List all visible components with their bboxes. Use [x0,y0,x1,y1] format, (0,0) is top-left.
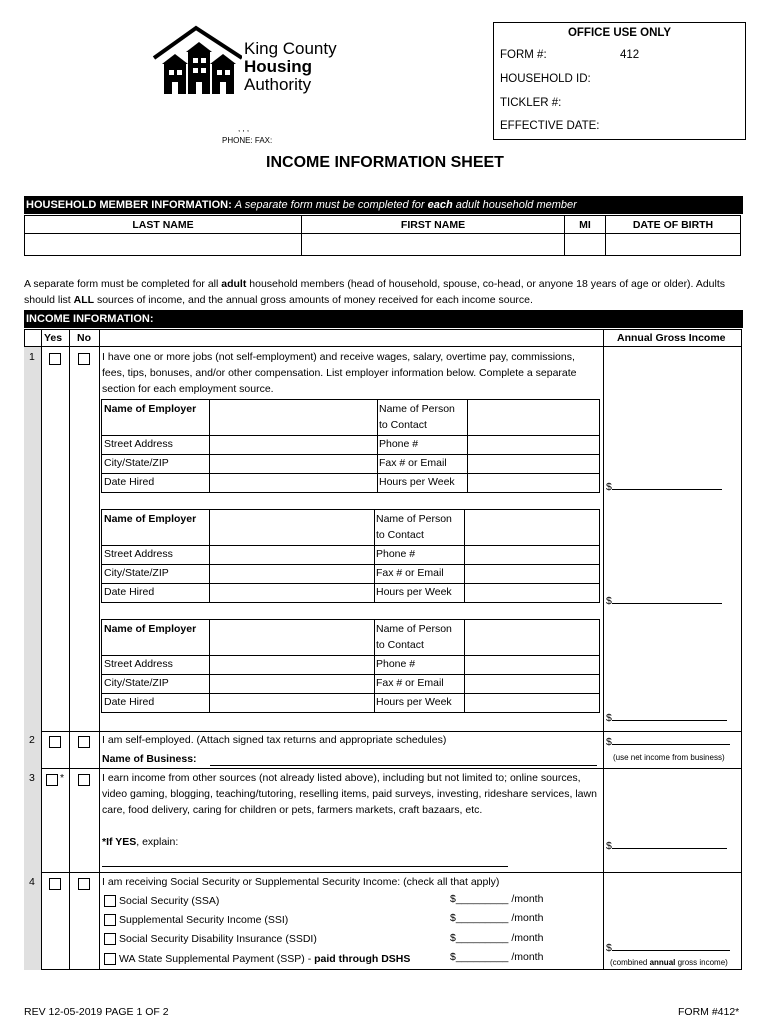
ssdi-label: Social Security Disability Insurance (SSDI) [119,933,317,945]
no-header: No [77,332,91,344]
last-name-field[interactable] [25,234,302,256]
dob-field[interactable] [606,234,741,256]
q2-amount[interactable]: $ [606,736,730,748]
q4-no-checkbox[interactable] [78,878,90,890]
office-effective-date: EFFECTIVE DATE: [500,120,600,132]
q1-number: 1 [29,351,35,363]
page-title: INCOME INFORMATION SHEET [266,154,504,171]
q4-note: (combined annual gross income) [610,958,728,967]
intro-paragraph: A separate form must be completed for all adult household members (head of household, spouse, co-head, or anyone 18 years of age or older). Adults should list ALL sources of income, and the annual gross amounts of money received for each income source. [24,278,725,306]
ssi-month[interactable]: $_________ /month [450,912,544,924]
ssa-label: Social Security (SSA) [119,895,220,907]
q2-no-checkbox[interactable] [78,736,90,748]
q3-star: * [60,772,65,784]
logo-line3: Authority [244,75,312,94]
contact-phone-fax: PHONE: FAX: [222,136,273,145]
annual-header: Annual Gross Income [617,332,726,344]
q1-amount-3[interactable]: $ [606,712,727,724]
col-mi: MI [565,216,606,234]
household-header: HOUSEHOLD MEMBER INFORMATION: A separate form must be completed for each adult household member [24,196,743,214]
employer-block-2: Name of Employer Street Address City/State/ZIP Date Hired Name of Person to Contact Phone # Fax # or Email Hours per Week [101,509,600,603]
employer-block-3: Name of Employer Street Address City/State/ZIP Date Hired Name of Person to Contact Phone # Fax # or Email Hours per Week [101,619,600,713]
first-name-field[interactable] [302,234,565,256]
q1-amount-1[interactable]: $ [606,481,722,493]
business-name-line[interactable] [210,765,597,766]
ssa-checkbox[interactable] [104,895,116,907]
footer-form-number: FORM #412* [678,1006,740,1018]
q1-no-checkbox[interactable] [78,353,90,365]
logo [150,24,350,98]
ssp-label: WA State Supplemental Payment (SSP) - paid through DSHS [119,953,411,965]
employer-block-1: Name of Employer Street Address City/State/ZIP Date Hired Name of Person to Contact Phone # Fax # or Email Hours per Week [101,399,600,493]
q4-yes-checkbox[interactable] [49,878,61,890]
ssa-month[interactable]: $_________ /month [450,893,544,905]
footer-revision: REV 12-05-2019 PAGE 1 OF 2 [24,1006,169,1018]
office-use-box [493,22,746,140]
ssi-checkbox[interactable] [104,914,116,926]
income-header: INCOME INFORMATION: [24,310,743,328]
office-household-id: HOUSEHOLD ID: [500,73,591,85]
office-form-value: 412 [620,49,640,61]
q2-business-label: Name of Business: [102,753,197,765]
yes-header: Yes [44,332,63,344]
ssi-label: Supplemental Security Income (SSI) [119,914,289,926]
q2-text: I am self-employed. (Attach signed tax returns and appropriate schedules) [102,734,447,746]
mi-field[interactable] [565,234,606,256]
q2-note: (use net income from business) [613,753,725,762]
q3-yes-checkbox[interactable] [46,774,58,786]
ssp-checkbox[interactable] [104,953,116,965]
ssp-month[interactable]: $_________ /month [450,951,544,963]
ssdi-month[interactable]: $_________ /month [450,932,544,944]
office-tickler: TICKLER #: [500,97,562,109]
household-table [24,215,741,256]
q3-number: 3 [29,772,35,784]
contact-commas: , , , [238,124,250,133]
col-last-name: LAST NAME [25,216,302,234]
ssdi-checkbox[interactable] [104,933,116,945]
q4-amount[interactable]: $ [606,942,730,954]
q1-yes-checkbox[interactable] [49,353,61,365]
office-form-label: FORM #: [500,49,547,61]
q3-text: I earn income from other sources (not already listed above), including but not limited to; online sources, video gaming, blogging, teaching/tutoring, reselling items, paid surveys, investing, rideshare services, lawn care, food delivery, caring for children or pets, farmers markets, craft bazaars, etc. [102,772,597,816]
q4-text: I am receiving Social Security or Supplemental Security Income: (check all that apply) [102,876,500,888]
office-title: OFFICE USE ONLY [567,27,672,39]
q2-yes-checkbox[interactable] [49,736,61,748]
q1-text: I have one or more jobs (not self-employment) and receive wages, salary, overtime pay, commissions, fees, tips, bonuses, and/or other compensation. List employer information below. Complete a separate section for each employment source. [102,351,577,395]
q3-no-checkbox[interactable] [78,774,90,786]
q1-amount-2[interactable]: $ [606,595,722,607]
q3-explain: *If YES, explain: [102,836,179,848]
q3-amount[interactable]: $ [606,840,727,852]
q3-explain-line[interactable] [102,866,508,867]
col-dob: DATE OF BIRTH [606,216,741,234]
houses-logo-icon [150,24,242,98]
logo-line2: Housing [244,57,312,76]
q4-number: 4 [29,876,35,888]
q2-number: 2 [29,734,35,746]
col-first-name: FIRST NAME [302,216,565,234]
logo-line1: King County [244,39,337,58]
